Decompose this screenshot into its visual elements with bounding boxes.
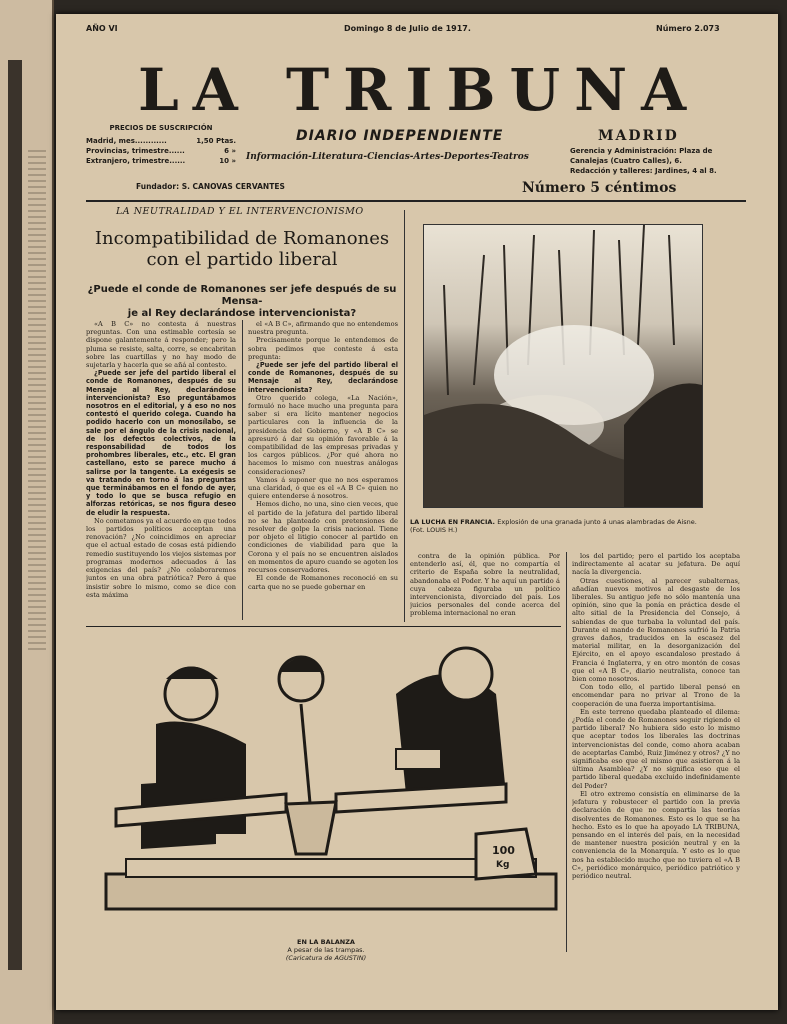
subscription-row-label: Madrid, mes............: [86, 137, 167, 145]
issue-date: Domingo 8 de Julio de 1917.: [344, 24, 471, 33]
address-line: Canalejas (Cuatro Calles), 6.: [570, 157, 682, 165]
address-line: Gerencia y Administración: Plaza de: [570, 147, 713, 155]
article-column-1: [86, 320, 236, 620]
paragraph: contra de la opinión pública. Por entenderlo así, él, que no compartía el criterio de España sobre la neutralidad, abandonaba el Poder. Y he aquí un partido á cuya cabeza figuraba un político intervencionista, divorciado del país. Los juicios personales del conde acerca del problema internacional no eran: [410, 552, 560, 618]
figure-right-head: [440, 648, 492, 700]
subscription-row-value: 10 »: [219, 157, 236, 165]
caricature-balance: [96, 634, 566, 944]
cartoon-caption: [246, 938, 406, 962]
paragraph: En este terreno quedaba planteado el dilema: ¿Podía el conde de Romanones seguir rigiendo el partido liberal? No hubiera sido esto lo mismo que aceptar todos los liberales las doctrinas intervencionistas del conde, como ahora acaban de aceptarlas Cambó, Ruiz Jiménez y otros? ¿Y no significaba eso que el mismo que asistieron á la última Asamblea? ¿Y no significa eso que el partido liberal quedaba excluido indefinidamente del Poder?: [572, 707, 740, 790]
year-label: AÑO VI: [86, 24, 118, 33]
weight-small: [396, 749, 441, 769]
masthead-rule: [86, 200, 746, 202]
paragraph: [248, 361, 398, 394]
paragraph: los del partido; pero el partido los aceptaba indirectamente al acatar su jefatura. De aquí nacía la divergencia.: [572, 552, 740, 577]
photo-illustration: [424, 225, 702, 507]
article-headline: [82, 228, 402, 270]
article-deck: [82, 284, 402, 320]
paragraph: Otro querido colega, «La Nación», formuló no hace mucho una pregunta para saber si era lícito mantener negocios particulares con la influencia de la presidencia del Gobierno, y «A B C» se apresuró á dar su opinión favorable á la compatibilidad de las empresas privadas y los cargos públicos. ¿Por qué ahora no hacemos lo mismo con nuestras análogas consideraciones?: [248, 393, 398, 476]
balance-pivot: [286, 802, 336, 854]
article-column-2: [248, 320, 398, 620]
city-label: MADRID: [598, 128, 679, 144]
figure-center-hair: [279, 658, 324, 672]
article-column-3: [410, 552, 560, 622]
paragraph-text: ¿Puede ser jefe del partido liberal el conde de Romanones, después de su Mensaje al Rey, declarándose intervencionista?: [248, 361, 398, 394]
subscription-row-value: 6 »: [224, 147, 236, 155]
paragraph: [86, 369, 236, 517]
subscription-row-value: 1,50 Ptas.: [196, 137, 236, 145]
masthead-title: LA TRIBUNA: [138, 56, 701, 124]
headline-line: Incompatibilidad de Romanones: [94, 228, 390, 249]
previous-page-edge: [28, 150, 46, 650]
paragraph: «A B C» no contesta á nuestras preguntas. Con una estimable cortesía se dispone galantemente á responder; pero la pluma se resiste, salta, corre, se encabritan sobre las cuartillas y no hay modo de sujetarla y hacerla que se añá al contesto.: [86, 320, 236, 370]
address-block: [570, 146, 740, 176]
subscription-row: [86, 157, 236, 165]
deck-line: je al Rey declarándose intervencionista?: [127, 308, 357, 319]
photo-caption-title: LA LUCHA EN FRANCIA.: [410, 518, 495, 526]
paragraph: Con todo ello, el partido liberal pensó en encomendar para no privar al Trono de la cooperación de una fuerza importantísima.: [572, 683, 740, 708]
book-spine: [0, 0, 54, 1024]
column-divider: [404, 210, 405, 622]
balance-needle: [301, 704, 311, 814]
paragraph: Precisamente porque le entendemos de sobra pedimos que conteste á esta pregunta:: [248, 336, 398, 361]
subscription-row: [86, 147, 236, 155]
subscription-row: [86, 137, 236, 145]
paragraph: No cometamos ya el acuerdo en que todos los partidos políticos acceptan una renovación? ¿No coincidimos en apreciar que el actual estado de cosas está pidiendo remedio sustituyendo los viejos sistemas por programas modernos adecuados á las exigencias del país? ¿No colaboraremos juntos en una obra patriótica? Pero á que insistir sobre lo mismo, como se dice con esta máxima: [86, 516, 236, 599]
war-photo: [423, 224, 703, 508]
issue-number: Número 2.073: [656, 24, 720, 33]
paragraph: Hemos dicho, no una, sino cien veces, que el partido de la jefatura del partido liberal no se ha planteado con pretensiones de resolver de golpe la crisis nacional. Tiene por objeto el litigio conocer al partido en condiciones de viabilidad para que la Corona y el país no se encuentren aislados en momentos de apuro cuando se agoten los recursos conservadores.: [248, 500, 398, 575]
paragraph: el «A B C», afirmando que no entendemos nuestra pregunta.: [248, 320, 398, 337]
masthead-subtitle: DIARIO INDEPENDIENTE: [296, 128, 504, 144]
subscription-heading: PRECIOS DE SUSCRIPCIÓN: [109, 124, 213, 132]
paragraph: El conde de Romanones reconoció en su carta que no se puede gobernar en: [248, 574, 398, 591]
paragraph: El otro extremo consistía en eliminarse de la jefatura y robustecer el partido con la previa declaración de que no compartía las teorías disolventes de Romanones. Esto es lo que se ha hecho. Esto es lo que ha apoyado LA TRIBUNA, pensando en el interés del país, en la necesidad de mantener nuestra posición neutral y en la conveniencia de la Monarquía. Y esto es lo que nos ha establecido mucho que no tuviera el «A B C», periódico monárquico, periódico patriótico y periódico neutral.: [572, 789, 740, 880]
address-line: Redacción y talleres: Jardines, 4 al 8.: [570, 167, 717, 175]
photo-caption: [410, 518, 710, 534]
paragraph: Otras cuestiones, al parecer subalternas, añadían nuevos motivos al desgaste de los liberales. Su antiguo jefe no sólo mantenía una opinión, sino que la ponía en práctica desde el alto sitial de la Presidencia del Consejo, á sabiendas de que turbaba la voluntad del país. Durante el mando de Romanones sufrió la Patria graves daños, traducidos en la escasez del material militar, en la desorganización del Ejército, en el apoyo escandaloso prestado á Francia é Inglaterra, y en otro montón de cosas que el «A B C», diario neutralista, conoce tan bien como nosotros.: [572, 576, 740, 684]
cartoon-caption-line: A pesar de las trampas.: [287, 946, 365, 954]
cartoon-caption-credit: (Caricatura de AGUSTIN): [285, 954, 367, 962]
newspaper-page: [56, 14, 778, 1010]
figure-left-hair: [166, 667, 218, 680]
paragraph-text: ¿Puede ser jefe del partido liberal el conde de Romanones, después de su Mensaje al Rey, declarándose intervencionista? Eso preguntábamos nosotros en el editorial, y á eso no nos contestó el querido colega. Cuando ha podido hacerlo con un monosílabo, se sale por el ángulo de la crisis nacional, de los defectos colectivos, de la responsabilidad de todos los prohombres liberales, etc., etc. El gran castellano, esto se parece mucho á salirse por la tangente. La exégesis se va tratando en torno á las preguntas que terminábamos en el fondo de ayer, y todo lo que se busca refugio en alforzas retóricas, se nos figura deseo de eludir la respuesta.: [86, 369, 236, 517]
article-kicker: LA NEUTRALIDAD Y EL INTERVENCIONISMO: [116, 206, 364, 217]
paragraph: Vamos á suponer que no nos esperamos una claridad, ó que es el «A B C» quien no quiere entenderse á nosotros.: [248, 475, 398, 501]
spine-binding: [8, 60, 22, 970]
section-rule: [86, 626, 561, 627]
column-divider: [566, 552, 567, 952]
issue-price: Número 5 céntimos: [522, 180, 677, 196]
subscription-box: [86, 124, 236, 165]
subscription-row-label: Extranjero, trimestre......: [86, 157, 186, 165]
weight-label: 100: [492, 844, 515, 857]
weight-unit: Kg: [496, 860, 510, 870]
column-divider: [242, 320, 243, 620]
headline-line: con el partido liberal: [146, 249, 338, 270]
masthead-sections: Información-Literatura-Ciencias-Artes-Deportes-Teatros: [246, 152, 529, 162]
article-column-4: [572, 552, 740, 982]
balance-pan-right: [336, 784, 506, 812]
photo-caption-text: Explosión de una granada junto á unas alambradas de Aisne. (Fot. LOUIS H.): [410, 518, 697, 534]
cartoon-caption-title: EN LA BALANZA: [297, 938, 355, 946]
subscription-row-label: Provincias, trimestre......: [86, 147, 185, 155]
deck-line: ¿Puede el conde de Romanones ser jefe después de su Mensa-: [87, 284, 397, 307]
founder-line: Fundador: S. CANOVAS CERVANTES: [136, 182, 285, 191]
